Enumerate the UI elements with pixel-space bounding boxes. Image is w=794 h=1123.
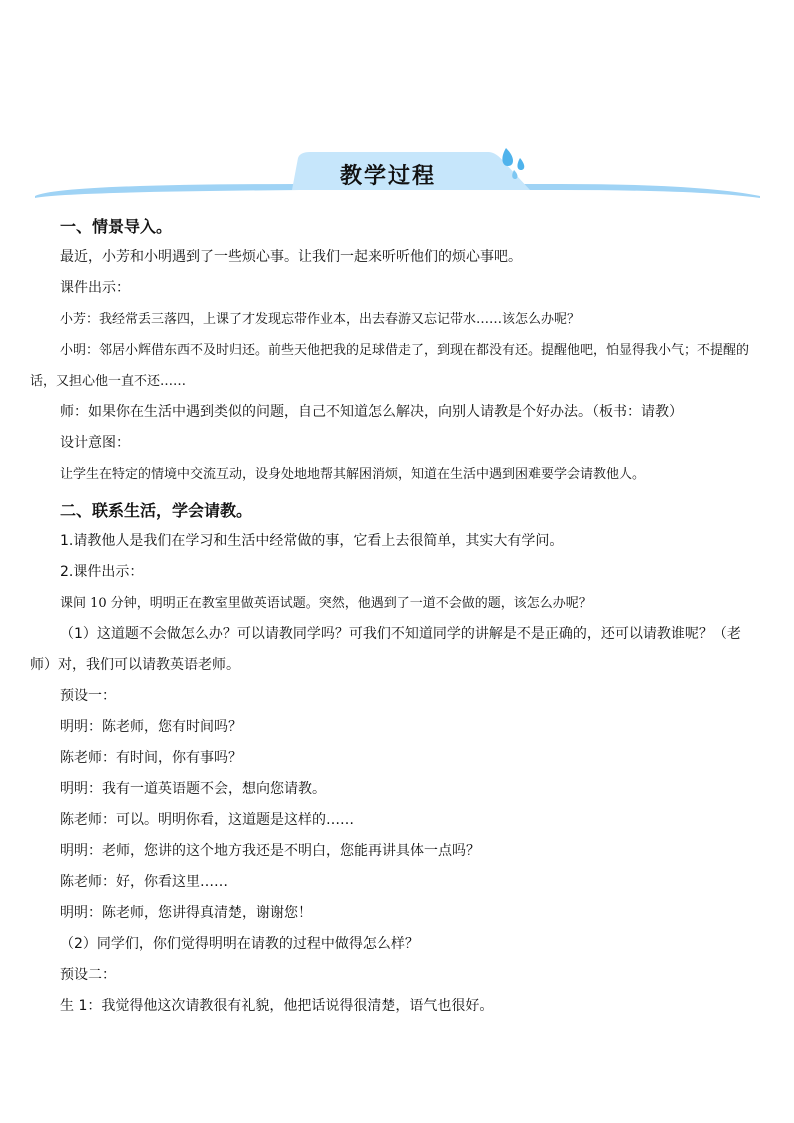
preset-1-label: 预设一： (60, 688, 116, 704)
dialogue-line: 陈老师：可以。明明你看，这道题是这样的…… (60, 812, 354, 828)
dialogue-line: 明明：老师，您讲的这个地方我还是不明白，您能再讲具体一点吗？ (60, 843, 480, 859)
xiaofang-text: 小芳：我经常丢三落四，上课了才发现忘带作业本，出去春游又忘记带水……该怎么办呢？ (60, 312, 581, 327)
question-2: （2）同学们，你们觉得明明在请教的过程中做得怎么样？ (60, 936, 419, 952)
design-label: 设计意图： (60, 435, 130, 451)
dialogue-line: 明明：我有一道英语题不会，想向您请教。 (60, 781, 326, 797)
dialogue-line: 明明：陈老师，您讲得真清楚，谢谢您！ (60, 905, 312, 921)
section2-heading: 二、联系生活，学会请教。 (60, 501, 253, 520)
item-2: 2.课件出示： (60, 564, 144, 580)
lesson-content (30, 212, 760, 1022)
section1-heading: 一、情景导入。 (60, 217, 173, 236)
dialogue-line: 明明：陈老师，您有时间吗？ (60, 719, 242, 735)
dialogue-line: 陈老师：有时间，你有事吗？ (60, 750, 242, 766)
intro-text: 最近，小芳和小明遇到了一些烦心事。让我们一起来听听他们的烦心事吧。 (60, 249, 522, 265)
scenario-text: 课间 10 分钟，明明正在教室里做英语试题。突然，他遇到了一道不会做的题，该怎么办呢？ (60, 596, 592, 611)
design-text: 让学生在特定的情境中交流互动，设身处地地帮其解困消烦，知道在生活中遇到困难要学会请教他人。 (60, 467, 646, 482)
dialogue-line: 陈老师：好，你看这里…… (60, 874, 228, 890)
question-1: （1）这道题不会做怎么办？可以请教同学吗？可我们不知道同学的讲解是不是正确的，还可以请教谁呢？（老师）对，我们可以请教英语老师。 (30, 626, 741, 673)
item-1: 1.请教他人是我们在学习和生活中经常做的事，它看上去很简单，其实大有学问。 (60, 533, 564, 549)
xiaoming-text: 小明：邻居小辉借东西不及时归还。前些天他把我的足球借走了，到现在都没有还。提醒他吧，怕显得我小气；不提醒的话，又担心他一直不还…… (30, 343, 750, 389)
courseware-label: 课件出示： (60, 280, 130, 296)
page-title: 教学过程 (340, 164, 437, 189)
student-1-text: 生 1：我觉得他这次请教很有礼貌，他把话说得很清楚，语气也很好。 (60, 998, 494, 1014)
teacher-text: 师：如果你在生活中遇到类似的问题，自己不知道怎么解决，向别人请教是个好办法。（板书：请教） (60, 404, 683, 420)
preset-2-label: 预设二： (60, 967, 116, 983)
